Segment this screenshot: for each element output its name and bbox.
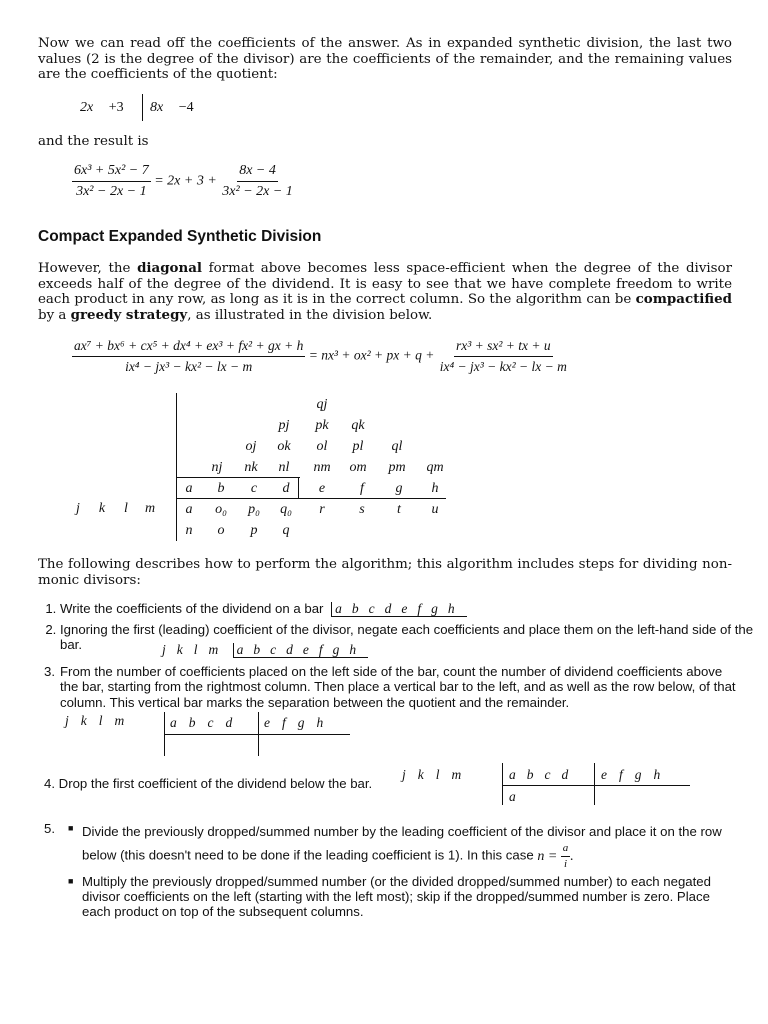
grid-dividend-cell: b xyxy=(217,481,225,496)
bold-greedy-strategy: greedy strategy xyxy=(70,306,188,323)
step-2-text: Ignoring the first (leading) coefficient of the divisor, negate each coefficients and place them on the left-hand side of the bar. xyxy=(60,622,754,653)
grid-dividend-cell: g xyxy=(395,481,403,496)
grid-dividend-cell: a xyxy=(185,481,193,496)
grid-product-cell: nk xyxy=(244,460,258,475)
algorithm-intro: The following describes how to perform the algorithm; this algorithm includes steps for dividing non-monic divisors: xyxy=(38,557,732,588)
grid-divisor-cell: j xyxy=(76,501,80,516)
step-1-bar: abcdefgh xyxy=(331,602,467,617)
grid-product-cell: om xyxy=(349,460,367,475)
grid-sum-cell: u xyxy=(431,502,439,517)
big-rhs-fraction xyxy=(438,338,569,375)
grid-dividend-cell: e xyxy=(318,481,326,496)
result-rhs-numerator: 8x − 4 xyxy=(237,163,278,182)
grid-sum-cell: p₀ xyxy=(248,502,260,517)
step-2-bar xyxy=(162,642,368,658)
grid-sum-cell: r xyxy=(319,502,325,517)
quotient-separator xyxy=(142,94,143,121)
section-text-2: format above becomes less space-efficient when the degree of the divisor exceeds half of the degree of the dividend. It is easy to see that we have complete freedom to write each product in any row, as long as it is in the correct column. So the algorithm can be xyxy=(38,261,733,308)
step-5a-equation: n = $\frac{a}{i}$ . xyxy=(537,842,574,870)
step-3-text: From the number of coefficients placed on the left side of the bar, count the number of dividend coefficients above the bar, starting from the rightmost column. Then place a vertical bar to the left, and as well as the row below, of that column. This vertical bar marks the separation between the quotient and the remainder. xyxy=(60,664,736,710)
step-3-dividend: abcd xyxy=(170,715,245,730)
step-4-dropped: a xyxy=(509,789,516,804)
step-4-remainder-bar xyxy=(594,763,595,805)
bold-compactified: compactified xyxy=(635,291,732,308)
step-5a xyxy=(82,821,734,870)
grid-product-cell: oj xyxy=(245,439,257,454)
step-3: 3. From the number of coefficients placed on the left side of the bar, count the number of dividend coefficients above the bar, starting from the rightmost column. Then place a vertical bar to the left, and as well as the row below, of that column. This vertical bar marks the separation between the quotient and the remainder. xyxy=(44,664,736,710)
grid-product-cell: pj xyxy=(278,418,290,433)
grid-product-cell: qm xyxy=(426,460,444,475)
remainder-term-2: −4 xyxy=(178,100,194,115)
grid-remainder-bar xyxy=(298,477,299,499)
section-paragraph xyxy=(38,261,732,323)
step-2-divisor: jklm xyxy=(162,642,230,657)
step-3-dividend-remainder: efgh xyxy=(264,715,336,730)
result-lhs-fraction xyxy=(72,163,151,200)
step-5: 5. ■ Divide the previously dropped/summed number by the leading coefficient of the divisor and place it on the row below (this doesn't need to be done if the leading coefficient is 1). In this case n = $\frac{a}{i}$ . ■ Multiply the previously dropped/summed number (or the divided dropped/summed number) to each negated divisor coefficients on the left (starting with the left most); skip if the dropped/summed number is zero. Place each product on top of the subsequent columns. xyxy=(44,821,734,919)
step-1 xyxy=(60,601,760,620)
grid-product-cell: pk xyxy=(315,418,329,433)
grid-divisor-cell: l xyxy=(124,501,128,516)
big-rhs-numerator: rx³ + sx² + tx + u xyxy=(454,338,553,357)
grid-sum-cell: a xyxy=(185,502,193,517)
grid-product-cell: ql xyxy=(391,439,403,454)
grid-sum-cell: s xyxy=(359,502,365,517)
section-text-1: However, the xyxy=(38,261,138,276)
big-lhs-numerator: ax⁷ + bx⁶ + cx⁵ + dx⁴ + ex³ + fx² + gx + h xyxy=(72,338,305,357)
grid-sum-cell: t xyxy=(397,502,401,517)
step-5b-text: Multiply the previously dropped/summed number (or the divided dropped/summed number) to each negated divisor coefficients on the left (starting with the left most); skip if the dropped/summed number is zero. Place each product on top of the subsequent columns. xyxy=(82,874,711,919)
step-3-table xyxy=(65,713,136,729)
bold-diagonal: diagonal xyxy=(137,260,202,276)
grid-dividend-cell: h xyxy=(431,481,439,496)
grid-dividend-cell: f xyxy=(360,481,364,496)
section-text-4: , as illustrated in the division below. xyxy=(187,307,433,323)
grid-divisor-cell: k xyxy=(98,501,106,516)
step-3-rule xyxy=(164,734,350,735)
remainder-line xyxy=(150,100,194,116)
grid-top-rule xyxy=(176,477,300,478)
section-text-3: by a xyxy=(38,307,71,323)
grid-dividend-cell: c xyxy=(250,481,258,496)
step-4-divisor: jklm xyxy=(402,767,474,782)
grid-product-cell: nl xyxy=(278,460,290,475)
grid-product-cell: nj xyxy=(211,460,223,475)
grid-divisor-cell: m xyxy=(144,501,156,516)
grid-product-cell: nm xyxy=(313,460,331,475)
grid-quotient-cell: o xyxy=(217,523,225,538)
step-3-divisor: jklm xyxy=(65,713,137,728)
grid-product-cell: qj xyxy=(316,397,328,412)
grid-product-cell: ok xyxy=(277,439,291,454)
quotient-term-1: 2x xyxy=(80,100,94,115)
result-lhs-numerator: 6x³ + 5x² − 7 xyxy=(72,163,151,182)
big-equation xyxy=(72,338,569,375)
result-middle: = 2x + 3 + xyxy=(154,173,217,189)
result-lhs-denominator: 3x² − 2x − 1 xyxy=(76,184,147,199)
result-equation xyxy=(72,163,295,200)
big-lhs-denominator: ix⁴ − jx³ − kx² − lx − m xyxy=(125,359,253,374)
big-rhs-denominator: ix⁴ − jx³ − kx² − lx − m xyxy=(439,359,567,374)
grid-quotient-cell: p xyxy=(250,523,258,538)
big-middle: = nx³ + ox² + px + q + xyxy=(308,347,435,363)
grid-product-cell: pl xyxy=(352,439,364,454)
grid-product-cell: pm xyxy=(388,460,406,475)
result-rhs-fraction xyxy=(220,163,295,200)
quotient-term-2: +3 xyxy=(108,100,124,115)
grid-quotient-cell: n xyxy=(185,523,193,538)
step-5a-text: Divide the previously dropped/summed number by the leading coefficient of the divisor and place it on the row below (this doesn't need to be done if the leading coefficient is 1). In this case xyxy=(82,824,722,863)
step-4-dividend-remainder: efgh xyxy=(601,767,673,782)
section-heading: Compact Expanded Synthetic Division xyxy=(38,228,322,245)
grid-product-cell: ol xyxy=(316,439,328,454)
step-3-remainder-bar xyxy=(258,712,259,756)
quotient-line xyxy=(80,100,124,116)
step-4-text: Drop the first coefficient of the dividend below the bar. xyxy=(58,776,373,791)
grid-vertical-bar xyxy=(176,393,177,541)
step-4-dividend: abcd xyxy=(509,767,580,782)
result-intro: and the result is xyxy=(38,134,149,149)
grid-dividend-cell: d xyxy=(282,481,290,496)
grid-quotient-cell: q xyxy=(282,523,290,538)
grid-sum-rule xyxy=(176,498,446,499)
grid-sum-cell: o₀ xyxy=(215,502,227,517)
steps-list xyxy=(38,601,760,653)
big-lhs-fraction xyxy=(72,338,305,375)
step-4: 4. Drop the first coefficient of the dividend below the bar. xyxy=(44,776,373,791)
grid-sum-cell: q₀ xyxy=(280,502,292,517)
step-2-dividend: abcdefgh xyxy=(233,643,369,658)
remainder-term-1: 8x xyxy=(150,100,164,115)
step-1-text: Write the coefficients of the dividend on a bar xyxy=(60,601,324,616)
intro-paragraph: Now we can read off the coefficients of the answer. As in expanded synthetic division, the last two values (2 is the degree of the divisor) are the coefficients of the remainder, and the remaining values are the coefficients of the quotient: xyxy=(38,36,732,83)
step-4-rule xyxy=(502,785,690,786)
result-rhs-denominator: 3x² − 2x − 1 xyxy=(222,184,293,199)
grid-product-cell: qk xyxy=(351,418,365,433)
step-4-vertical-bar xyxy=(502,763,503,805)
